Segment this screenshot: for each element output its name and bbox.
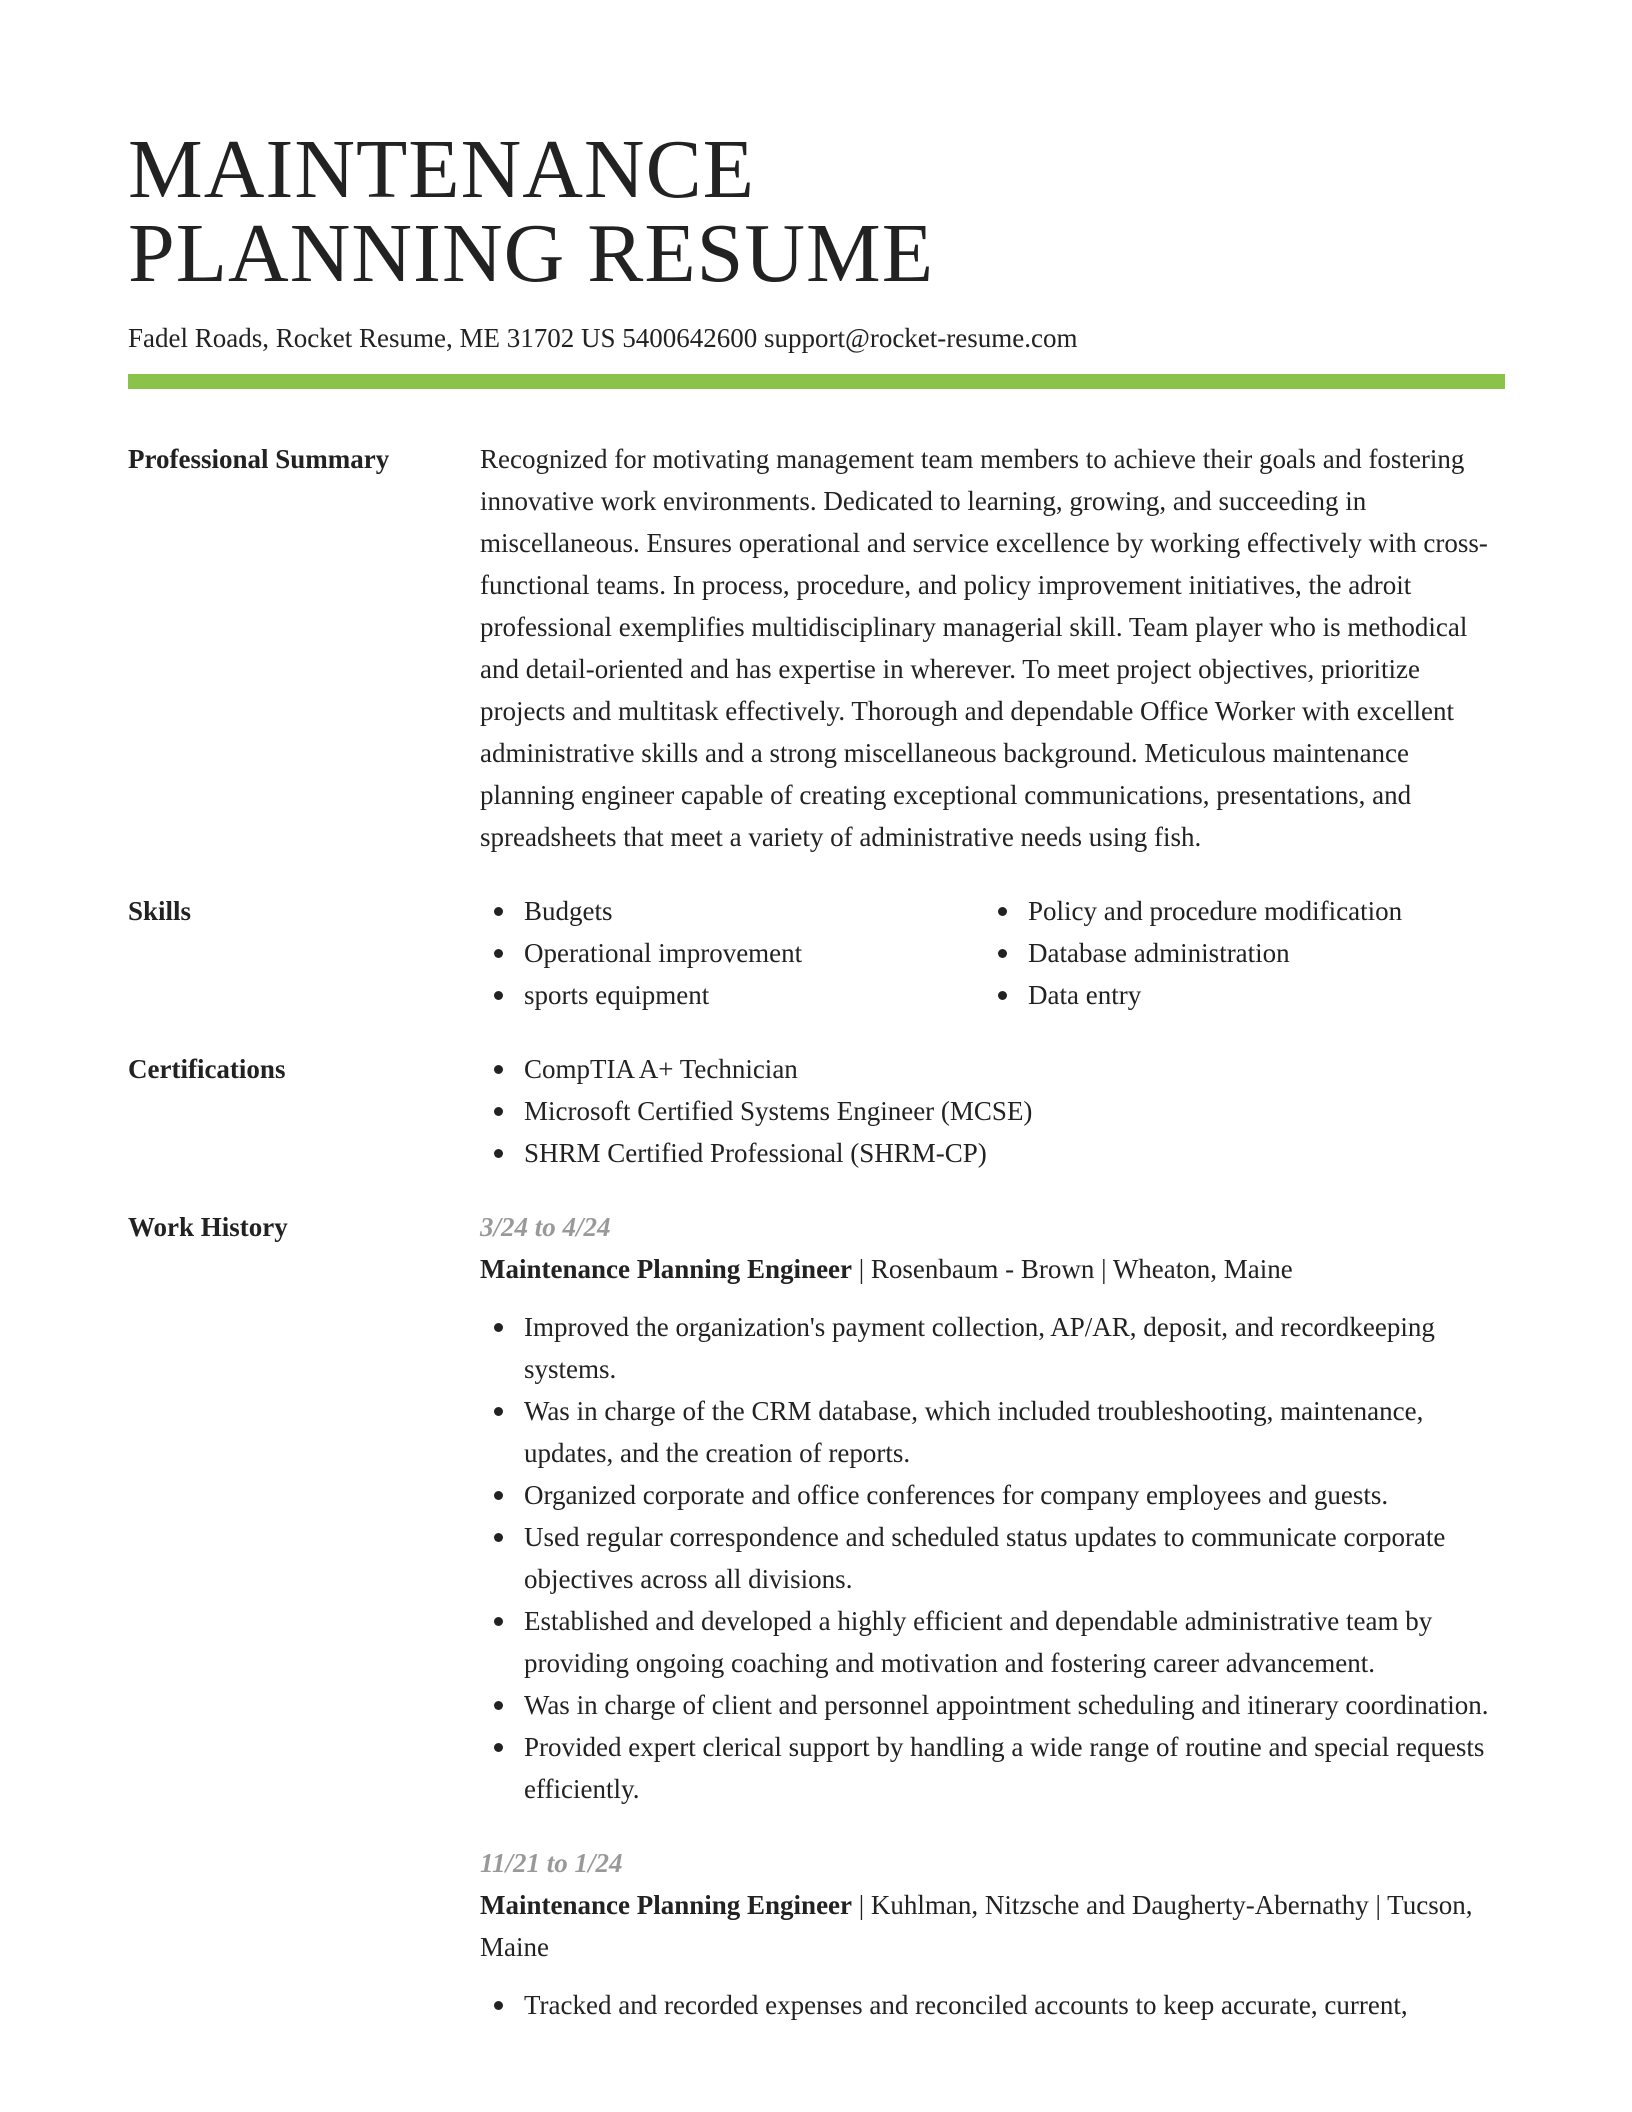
skills-columns (480, 890, 1505, 1016)
job-dates: 3/24 to 4/24 (480, 1212, 611, 1242)
certifications-list (480, 1048, 1505, 1174)
section-label-summary: Professional Summary (128, 444, 390, 474)
skills-body (480, 890, 1505, 1016)
section-label-skills: Skills (128, 896, 192, 926)
certification-item: Microsoft Certified Systems Engineer (MCSE) (480, 1090, 1505, 1132)
section-professional-summary (128, 438, 1505, 858)
skill-item: sports equipment (480, 974, 984, 1016)
skills-column-2 (984, 890, 1488, 1016)
job-bullets (480, 1306, 1505, 1810)
job-details: | Rosenbaum - Brown | Wheaton, Maine (852, 1254, 1293, 1284)
job-details: | Kuhlman, Nitzsche and Daugherty-Abernathy | Tucson, Maine (480, 1890, 1473, 1962)
job-bullet: Organized corporate and office conferences for company employees and guests. (480, 1474, 1505, 1516)
job-bullet: Was in charge of the CRM database, which included troubleshooting, maintenance, updates, and the creation of reports. (480, 1390, 1505, 1474)
job-bullet: Was in charge of client and personnel appointment scheduling and itinerary coordination. (480, 1684, 1505, 1726)
skill-item: Data entry (984, 974, 1488, 1016)
job-entry (480, 1206, 1505, 1810)
job-bullet: Tracked and recorded expenses and reconciled accounts to keep accurate, current, (480, 1984, 1505, 2026)
resume-page (128, 123, 1505, 2026)
skill-item: Budgets (480, 890, 984, 932)
job-bullet: Established and developed a highly efficient and dependable administrative team by providing ongoing coaching and motivation and fostering career advancement. (480, 1600, 1505, 1684)
section-skills (128, 890, 1505, 1016)
section-certifications (128, 1048, 1505, 1174)
certification-item: CompTIA A+ Technician (480, 1048, 1505, 1090)
skills-column-1 (480, 890, 984, 1016)
job-bullet: Used regular correspondence and scheduled status updates to communicate corporate objectives across all divisions. (480, 1516, 1505, 1600)
certifications-body (480, 1048, 1505, 1174)
resume-name-line-1: MAINTENANCE (128, 123, 755, 216)
section-work-history (128, 1206, 1505, 2026)
summary-body (480, 438, 1505, 858)
work-history-body (480, 1206, 1505, 2026)
job-title-line (480, 1884, 1505, 1968)
job-entry (480, 1842, 1505, 2026)
summary-text: Recognized for motivating management team members to achieve their goals and fostering innovative work environments. Dedicated to learning, growing, and succeeding in miscellaneous. Ensures operational and service excellence by working effectively with cross-functional teams. In process, procedure, and policy improvement initiatives, the adroit professional exemplifies multidisciplinary managerial skill. Team player who is methodical and detail-oriented and has expertise in wherever. To meet project objectives, prioritize projects and multitask effectively. Thorough and dependable Office Worker with excellent administrative skills and a strong miscellaneous background. Meticulous maintenance planning engineer capable of creating exceptional communications, presentations, and spreadsheets that meet a variety of administrative needs using fish. (480, 444, 1488, 852)
accent-divider (128, 374, 1505, 389)
resume-name (128, 123, 1505, 300)
job-title: Maintenance Planning Engineer (480, 1254, 853, 1284)
resume-name-line-2: PLANNING RESUME (128, 207, 935, 300)
section-label-certifications: Certifications (128, 1054, 286, 1084)
job-bullet: Provided expert clerical support by handling a wide range of routine and special requests efficiently. (480, 1726, 1505, 1810)
job-title-line (480, 1248, 1505, 1290)
contact-info: Fadel Roads, Rocket Resume, ME 31702 US 5400642600 support@rocket-resume.com (128, 323, 1078, 353)
certification-item: SHRM Certified Professional (SHRM-CP) (480, 1132, 1505, 1174)
job-bullets (480, 1984, 1505, 2026)
skill-item: Policy and procedure modification (984, 890, 1488, 932)
job-title: Maintenance Planning Engineer (480, 1890, 853, 1920)
skill-item: Operational improvement (480, 932, 984, 974)
section-label-work-history: Work History (128, 1212, 288, 1242)
skill-item: Database administration (984, 932, 1488, 974)
job-bullet: Improved the organization's payment collection, AP/AR, deposit, and recordkeeping systems. (480, 1306, 1505, 1390)
job-dates: 11/21 to 1/24 (480, 1848, 623, 1878)
